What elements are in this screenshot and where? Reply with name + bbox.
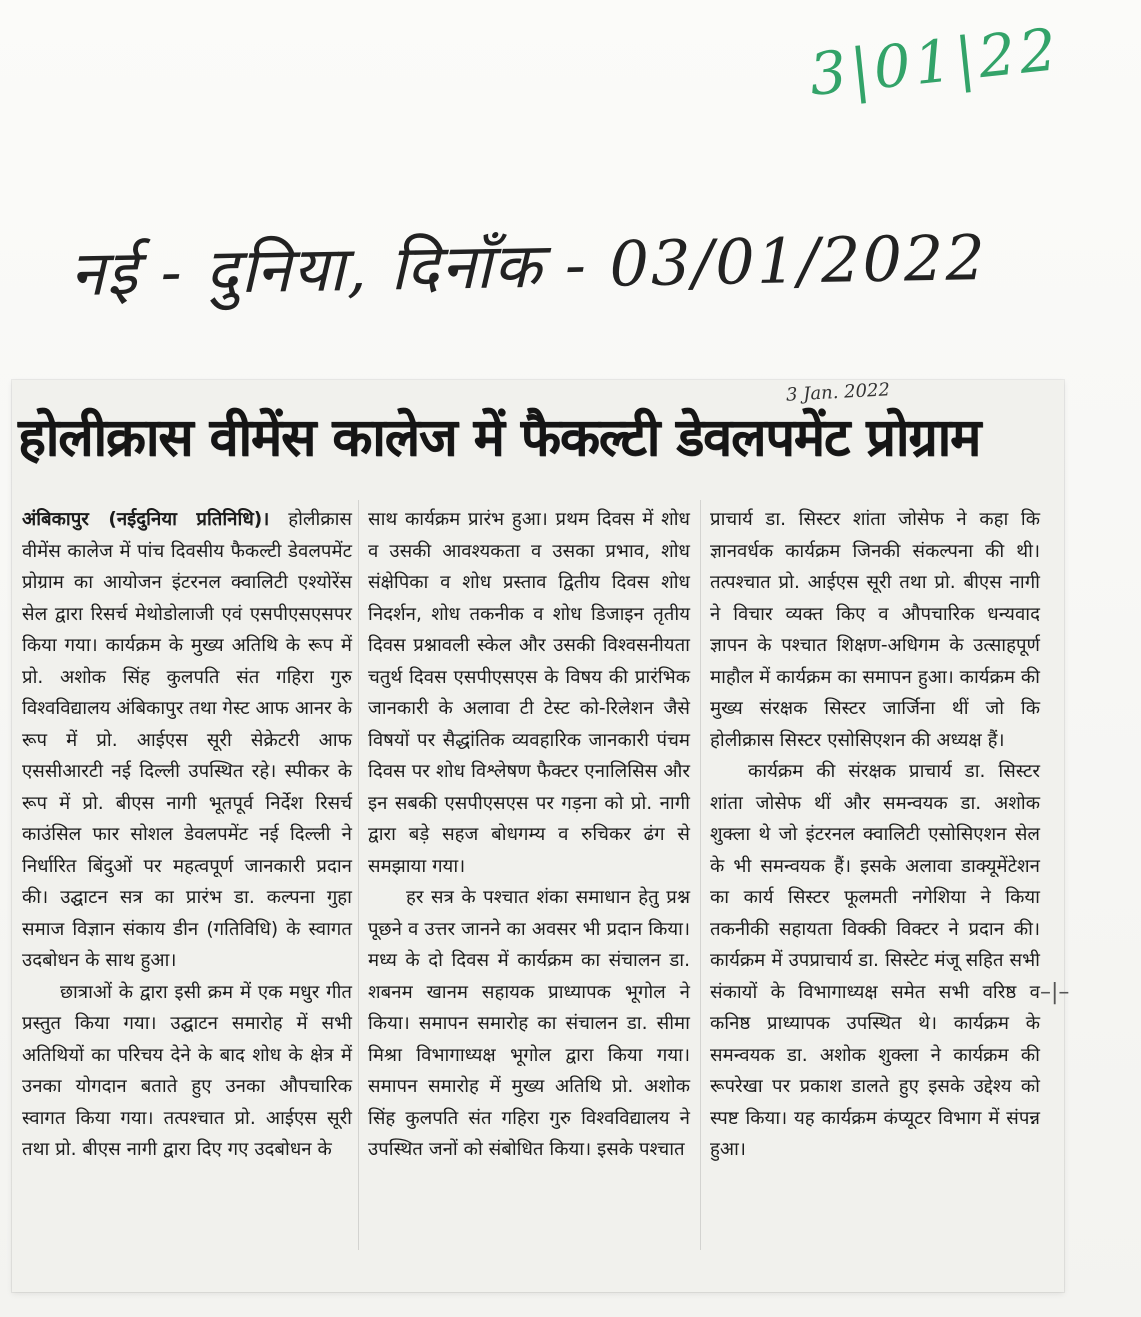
article-column-1 (22, 504, 352, 1166)
article-dateline: अंबिकापुर (नईदुनिया प्रतिनिधि)। (22, 509, 270, 530)
scan-edge-mark: –|– (1040, 980, 1070, 1005)
article-paragraph: प्राचार्य डा. सिस्टर शांता जोसेफ ने कहा कि ज्ञानवर्धक कार्यक्रम जिनकी संकल्पना की थी। तत्पश्चात प्रो. आईएस सूरी तथा प्रो. बीएस नागी ने विचार व्यक्त किए व औपचारिक धन्यवाद ज्ञापन के पश्चात शिक्षण-अधिगम के उत्साहपूर्ण माहौल में कार्यक्रम का समापन हुआ। कार्यक्रम की मुख्य संरक्षक सिस्टर जार्जिना थीं जो कि होलीक्रास सिस्टर एसोसिएशन की अध्यक्ष हैं। (710, 509, 1040, 751)
column-divider (700, 500, 701, 1250)
article-paragraph: साथ कार्यक्रम प्रारंभ हुआ। प्रथम दिवस में शोध व उसकी आवश्यकता व उसका प्रभाव, शोध संक्षेपिका व शोध प्रस्ताव द्वितीय दिवस शोध निदर्शन, शोध तकनीक व शोध डिजाइन तृतीय दिवस प्रश्नावली स्केल और उसकी विश्वसनीयता चतुर्थ दिवस एसपीएसएस के विषय की प्रारंभिक जानकारी के अलावा टी टेस्ट को-रिलेशन जैसे विषयों पर सैद्धांतिक व्यवहारिक जानकारी पंचम दिवस पर शोध विश्लेषण फैक्टर एनालिसिस और इन सबकी एसपीएसएस पर गड़ना को प्रो. नागी द्वारा बड़े सहज बोधगम्य व रुचिकर ढंग से समझाया गया। (368, 509, 690, 877)
article-column-3 (710, 504, 1040, 1166)
handwritten-clip-note: 3 Jan. 2022 (785, 379, 891, 406)
article-paragraph: छात्राओं के द्वारा इसी क्रम में एक मधुर गीत प्रस्तुत किया गया। उद्घाटन समारोह में सभी अतिथियों का परिचय देने के बाद शोध के क्षेत्र में उनका योगदान बताते हुए उनका औपचारिक स्वागत किया गया। तत्पश्चात प्रो. आईएस सूरी तथा प्रो. बीएस नागी द्वारा दिए गए उदबोधन के (22, 981, 352, 1160)
article-paragraph: होलीक्रास वीमेंस कालेज में पांच दिवसीय फैकल्टी डेवलपमेंट प्रोग्राम का आयोजन इंटरनल क्वालिटी एश्योरेंस सेल द्वारा रिसर्च मेथोडोलाजी एवं एसपीएसएसपर किया गया। कार्यक्रम के मुख्य अतिथि के रूप में प्रो. अशोक सिंह कुलपति संत गहिरा गुरु विश्वविद्यालय अंबिकापुर तथा गेस्ट आफ आनर के रूप में प्रो. आईएस सूरी सेक्रेटरी आफ एससीआरटी नई दिल्ली उपस्थित रहे। स्पीकर के रूप में प्रो. बीएस नागी भूतपूर्व निर्देश रिसर्च काउंसिल फार सोशल डेवलपमेंट नई दिल्ली ने निर्धारित बिंदुओं पर महत्वपूर्ण जानकारी प्रदान की। उद्घाटन सत्र का प्रारंभ डा. कल्पना गुहा समाज विज्ञान संकाय डीन (गतिविधि) के स्वागत उदबोधन के साथ हुआ। (22, 509, 352, 971)
article-paragraph: हर सत्र के पश्चात शंका समाधान हेतु प्रश्न पूछने व उत्तर जानने का अवसर भी प्रदान किया। मध्य के दो दिवस में कार्यक्रम का संचालन डा. शबनम खानम सहायक प्राध्यापक भूगोल ने किया। समापन समारोह का संचालन डा. सीमा मिश्रा विभागाध्यक्ष भूगोल द्वारा किया गया। समापन समारोह में मुख्य अतिथि प्रो. अशोक सिंह कुलपति संत गहिरा गुरु विश्वविद्यालय ने उपस्थित जनों को संबोधित किया। इसके पश्चात (368, 887, 690, 1160)
article-headline: होलीक्रास वीमेंस कालेज में फैकल्टी डेवलपमेंट प्रोग्राम (18, 408, 981, 468)
article-column-2 (368, 504, 690, 1166)
article-paragraph: कार्यक्रम की संरक्षक प्राचार्य डा. सिस्टर शांता जोसेफ थीं और समन्वयक डा. अशोक शुक्ला थे जो इंटरनल क्वालिटी एसोसिएशन सेल के भी समन्वयक हैं। इसके अलावा डाक्यूमेंटेशन का कार्य सिस्टर फूलमती नगेशिया ने किया तकनीकी सहायता विक्की विक्टर ने प्रदान की। कार्यक्रम में उपप्राचार्य डा. सिस्टेट मंजू सहित सभी संकायों के विभागाध्यक्ष समेत सभी वरिष्ठ व कनिष्ठ प्राध्यापक उपस्थित थे। कार्यक्रम के समन्वयक डा. अशोक शुक्ला ने कार्यक्रम की रूपरेखा पर प्रकाश डालते हुए इसके उद्देश्य को स्पष्ट किया। यह कार्यक्रम कंप्यूटर विभाग में संपन्न हुआ। (710, 761, 1040, 1160)
column-divider (358, 500, 359, 1250)
handwritten-date-green: 3|01|22 (806, 15, 1064, 109)
handwritten-newspaper-date: नई - दुनिया, दिनाँक - 03/01/2022 (69, 221, 988, 310)
